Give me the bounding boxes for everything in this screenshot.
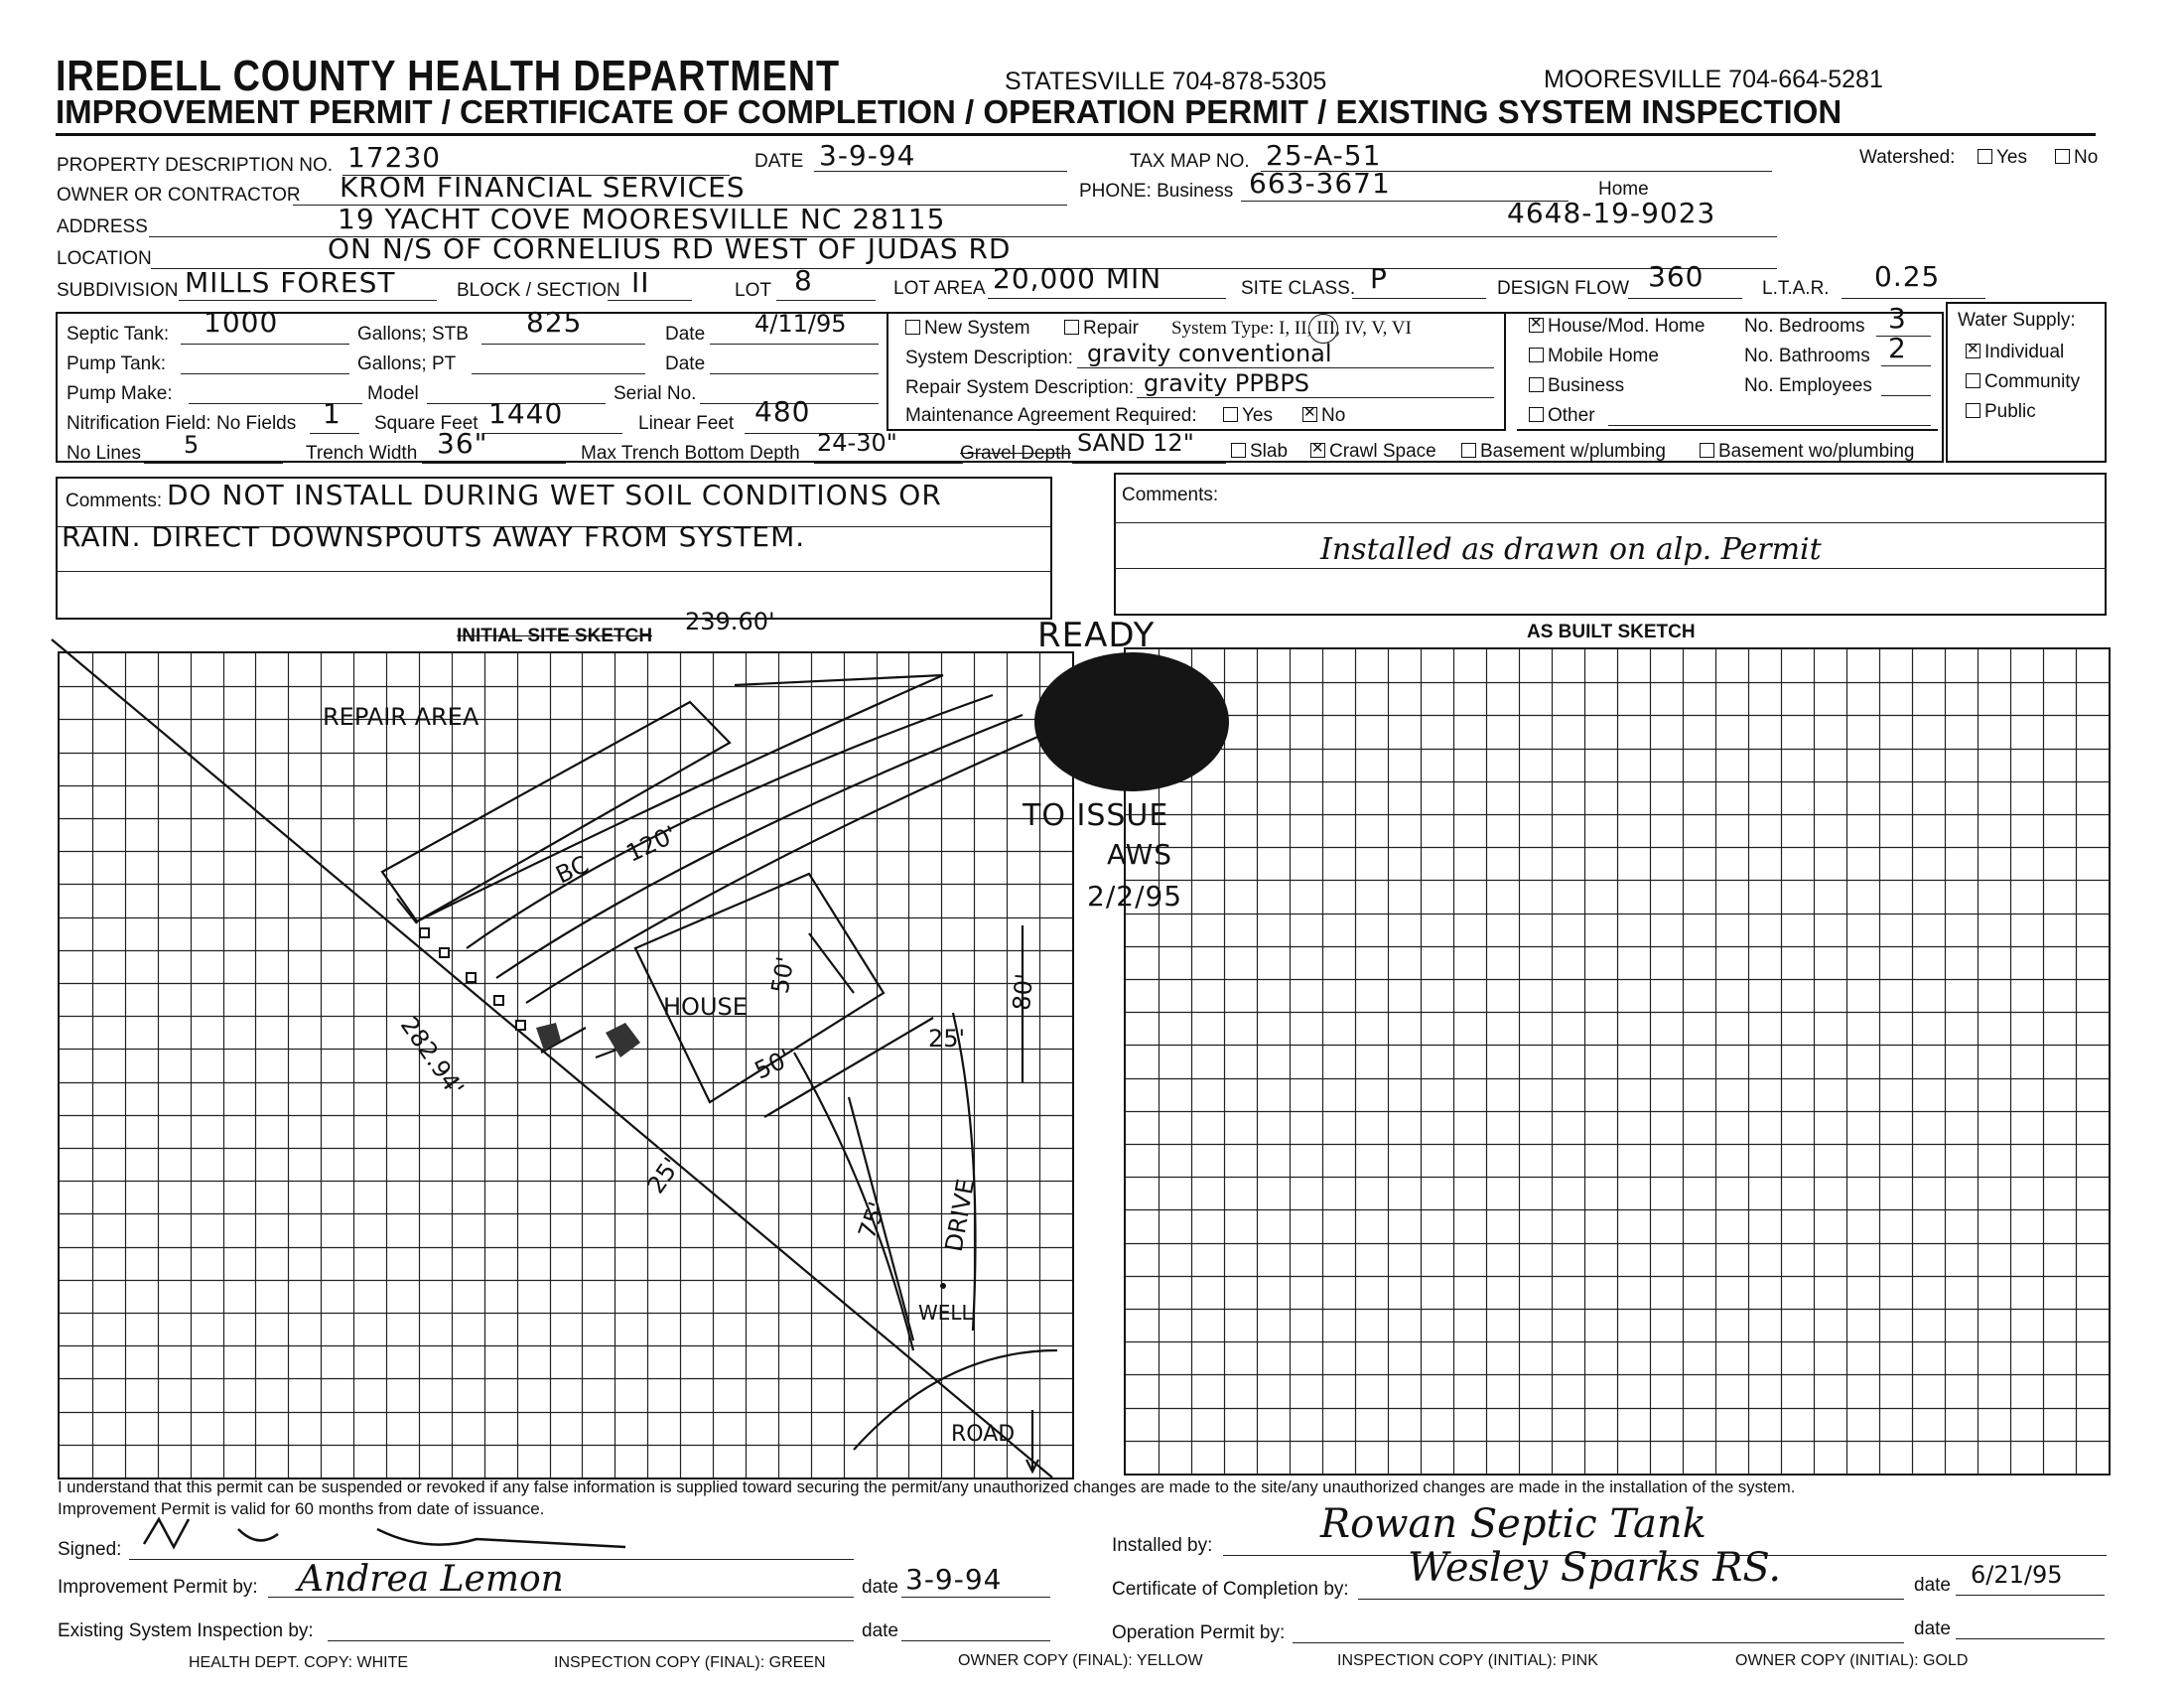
no-fields-value[interactable]: 1 xyxy=(323,397,341,430)
site-class-label: SITE CLASS. xyxy=(1241,278,1356,299)
watershed-label: Watershed: xyxy=(1859,147,1956,168)
lot-label: LOT xyxy=(735,280,771,301)
block-section-value[interactable]: II xyxy=(631,266,650,299)
tank-date-value[interactable]: 4/11/95 xyxy=(754,310,847,338)
no-bedrooms-value[interactable]: 3 xyxy=(1888,302,1907,335)
tax-map-label: TAX MAP NO. xyxy=(1130,151,1250,172)
repair-system-description-value[interactable]: gravity PPBPS xyxy=(1144,369,1310,397)
certificate-by-signature[interactable]: Wesley Sparks RS. xyxy=(1408,1545,1782,1591)
dim-80-label: 80' xyxy=(1008,972,1039,1012)
improvement-date-line xyxy=(901,1597,1050,1598)
comments-right-label: Comments: xyxy=(1122,485,1219,505)
comments-left-line2[interactable]: RAIN. DIRECT DOWNSPOUTS AWAY FROM SYSTEM. xyxy=(62,520,806,553)
pump-date-label: Date xyxy=(665,353,706,374)
road-label: ROAD xyxy=(951,1422,1016,1447)
house-mod-label: House/Mod. Home xyxy=(1548,316,1706,337)
business-label: Business xyxy=(1548,375,1625,396)
serial-label: Serial No. xyxy=(614,383,697,404)
existing-by-line xyxy=(328,1640,854,1641)
operation-date-line xyxy=(1956,1638,2105,1639)
lot-area-value[interactable]: 20,000 MIN xyxy=(993,262,1162,295)
pump-tank-label: Pump Tank: xyxy=(67,353,166,374)
linear-feet-label: Linear Feet xyxy=(638,413,735,434)
no-bathrooms-value[interactable]: 2 xyxy=(1888,332,1907,364)
signed-label: Signed: xyxy=(58,1539,122,1560)
operation-date-label: date xyxy=(1914,1619,1951,1639)
improvement-by-signature[interactable]: Andrea Lemon xyxy=(298,1559,564,1600)
ltar-value[interactable]: 0.25 xyxy=(1874,260,1941,293)
home-label: Home xyxy=(1598,179,1649,200)
watershed-yes-label: Yes xyxy=(1996,147,2027,168)
owner-value[interactable]: KROM FINANCIAL SERVICES xyxy=(340,171,746,204)
basement-wo-label: Basement wo/plumbing xyxy=(1718,441,1915,462)
address-value[interactable]: 19 YACHT COVE MOORESVILLE NC 28115 xyxy=(338,203,946,235)
property-description-label: PROPERTY DESCRIPTION NO. xyxy=(57,155,334,176)
house-label: HOUSE xyxy=(663,993,748,1021)
certificate-date-value[interactable]: 6/21/95 xyxy=(1971,1561,2063,1589)
repair-label: Repair xyxy=(1083,318,1139,339)
copy-inspection-final: INSPECTION COPY (FINAL): GREEN xyxy=(554,1654,826,1671)
system-description-label: System Description: xyxy=(905,348,1073,368)
phone-business-label: PHONE: Business xyxy=(1079,181,1234,202)
statesville-phone: STATESVILLE 704-878-5305 xyxy=(1005,68,1327,95)
max-trench-label: Max Trench Bottom Depth xyxy=(581,443,800,464)
comments-right-value[interactable]: Installed as drawn on alp. Permit xyxy=(1320,532,1822,567)
location-value[interactable]: ON N/S OF CORNELIUS RD WEST OF JUDAS RD xyxy=(328,232,1012,265)
crawl-space-label: Crawl Space xyxy=(1329,441,1436,462)
form-subtitle: IMPROVEMENT PERMIT / CERTIFICATE OF COMPLETION / OPERATION PERMIT / EXISTING SYSTEM INSPECTION xyxy=(56,93,1843,130)
design-flow-value[interactable]: 360 xyxy=(1648,260,1705,293)
square-feet-label: Square Feet xyxy=(374,413,478,434)
improvement-date-label: date xyxy=(862,1577,898,1598)
aws-label: AWS xyxy=(1107,838,1173,871)
initial-sketch-title: INITIAL SITE SKETCH xyxy=(457,626,653,646)
copy-owner-final: OWNER COPY (FINAL): YELLOW xyxy=(958,1652,1203,1669)
no-bedrooms-label: No. Bedrooms xyxy=(1744,316,1865,337)
nitrification-label: Nitrification Field: No Fields xyxy=(67,413,297,434)
disclaimer-text: I understand that this permit can be suspended or revoked if any false information is supplied toward securing the permit/any unauthorized changes are made to the site/any unauthorized changes are made in the installation of the system. xyxy=(58,1478,1796,1496)
side-25a-label: 25' xyxy=(928,1025,966,1053)
subdivision-label: SUBDIVISION xyxy=(57,280,179,301)
improvement-date-value[interactable]: 3-9-94 xyxy=(905,1563,1003,1596)
mobile-home-label: Mobile Home xyxy=(1548,346,1659,366)
department-title: IREDELL COUNTY HEALTH DEPARTMENT xyxy=(56,52,840,100)
dim-75-label: 75' xyxy=(853,1197,892,1243)
trench-length-label: 120' xyxy=(621,820,681,868)
installed-by-label: Installed by: xyxy=(1112,1535,1213,1556)
existing-date-line xyxy=(901,1640,1050,1641)
individual-label: Individual xyxy=(1984,342,2065,362)
slab-label: Slab xyxy=(1250,441,1289,462)
water-supply-label: Water Supply: xyxy=(1958,310,2076,331)
certificate-date-line xyxy=(1956,1595,2105,1596)
system-description-value[interactable]: gravity conventional xyxy=(1087,340,1332,367)
gallons-stb-label: Gallons; STB xyxy=(357,324,469,345)
repair-system-description-label: Repair System Description: xyxy=(905,377,1135,398)
drive-label: DRIVE xyxy=(939,1177,981,1254)
maintenance-yes-label: Yes xyxy=(1242,405,1273,426)
property-description-value[interactable]: 17230 xyxy=(347,141,442,174)
linear-feet-value[interactable]: 480 xyxy=(754,395,811,428)
improvement-by-label: Improvement Permit by: xyxy=(58,1577,258,1598)
copy-owner-initial: OWNER COPY (INITIAL): GOLD xyxy=(1735,1652,1969,1669)
maintenance-no-label: No xyxy=(1321,405,1346,426)
trench-width-label: Trench Width xyxy=(306,443,418,464)
validity-text: Improvement Permit is valid for 60 months from date of issuance. xyxy=(58,1499,545,1518)
other-label: Other xyxy=(1548,405,1595,426)
date-label: DATE xyxy=(754,151,804,172)
design-flow-label: DESIGN FLOW xyxy=(1497,278,1630,299)
existing-by-label: Existing System Inspection by: xyxy=(58,1620,314,1641)
side-25b-label: 25' xyxy=(641,1152,686,1199)
lot-area-label: LOT AREA xyxy=(893,278,986,299)
ltar-label: L.T.A.R. xyxy=(1762,278,1830,299)
new-system-label: New System xyxy=(924,318,1030,339)
tank-date-label: Date xyxy=(665,324,706,345)
no-bathrooms-label: No. Bathrooms xyxy=(1744,346,1870,366)
well-label: WELL xyxy=(918,1301,973,1325)
certificate-date-label: date xyxy=(1914,1575,1951,1596)
aws-date-label: 2/2/95 xyxy=(1087,880,1183,913)
gallons-pt-label: Gallons; PT xyxy=(357,353,457,374)
house-width-label: 50' xyxy=(750,1044,796,1085)
gravel-depth-value[interactable]: SAND 12" xyxy=(1077,429,1194,457)
max-trench-value[interactable]: 24-30" xyxy=(817,429,897,457)
trench-width-value[interactable]: 36" xyxy=(437,427,488,460)
operation-by-label: Operation Permit by: xyxy=(1112,1622,1286,1643)
dim-top: 239.60' xyxy=(685,608,775,635)
system-type-label[interactable]: System Type: I, II, III, IV, V, VI xyxy=(1171,318,1412,339)
tax-map-value[interactable]: 25-A-51 xyxy=(1266,139,1382,172)
watershed-no-label: No xyxy=(2074,147,2099,168)
date-value[interactable]: 3-9-94 xyxy=(819,139,916,172)
block-section-label: BLOCK / SECTION xyxy=(457,280,620,301)
pump-make-label: Pump Make: xyxy=(67,383,173,404)
model-label: Model xyxy=(367,383,419,404)
repair-area-label: REPAIR AREA xyxy=(323,703,479,731)
bc-label: BC xyxy=(551,850,594,890)
home-phone-value[interactable]: 4648-19-9023 xyxy=(1507,197,1716,229)
phone-business-value[interactable]: 663-3671 xyxy=(1249,167,1391,200)
stb-value[interactable]: 825 xyxy=(526,306,583,339)
comments-left-label: Comments: xyxy=(66,491,163,511)
dim-282-label: 282.94' xyxy=(394,1011,470,1102)
septic-tank-value[interactable]: 1000 xyxy=(204,306,279,339)
house-depth-label: 50' xyxy=(765,954,800,996)
copy-inspection-initial: INSPECTION COPY (INITIAL): PINK xyxy=(1337,1652,1598,1669)
community-label: Community xyxy=(1984,371,2081,392)
gravel-depth-label: Gravel Depth xyxy=(960,443,1071,464)
site-class-value[interactable]: P xyxy=(1370,262,1388,295)
location-label: LOCATION xyxy=(57,248,152,269)
ready-label: READY xyxy=(1037,616,1156,655)
certificate-by-label: Certificate of Completion by: xyxy=(1112,1579,1349,1600)
subdivision-value[interactable]: MILLS FOREST xyxy=(185,266,396,299)
copy-health: HEALTH DEPT. COPY: WHITE xyxy=(189,1654,409,1671)
as-built-sketch-title: AS BUILT SKETCH xyxy=(1527,622,1696,642)
comments-left-line1[interactable]: DO NOT INSTALL DURING WET SOIL CONDITIONS OR xyxy=(167,479,942,511)
certificate-by-line xyxy=(1358,1599,1904,1600)
to-issue-label: TO ISSUE xyxy=(1023,798,1169,833)
installed-by-signature[interactable]: Rowan Septic Tank xyxy=(1320,1501,1706,1547)
operation-by-line xyxy=(1293,1642,1904,1643)
no-lines-label: No Lines xyxy=(67,443,141,464)
no-lines-value[interactable]: 5 xyxy=(184,431,200,459)
public-label: Public xyxy=(1984,401,2036,422)
existing-date-label: date xyxy=(862,1620,898,1641)
owner-label: OWNER OR CONTRACTOR xyxy=(57,185,301,206)
address-label: ADDRESS xyxy=(57,216,148,237)
maintenance-label: Maintenance Agreement Required: xyxy=(905,405,1197,426)
square-feet-value[interactable]: 1440 xyxy=(488,397,564,430)
septic-tank-label: Septic Tank: xyxy=(67,324,170,345)
lot-value[interactable]: 8 xyxy=(794,264,813,297)
basement-w-label: Basement w/plumbing xyxy=(1480,441,1666,462)
owner-signature[interactable] xyxy=(129,1509,725,1559)
mooresville-phone: MOORESVILLE 704-664-5281 xyxy=(1544,66,1883,93)
no-employees-label: No. Employees xyxy=(1744,375,1872,396)
